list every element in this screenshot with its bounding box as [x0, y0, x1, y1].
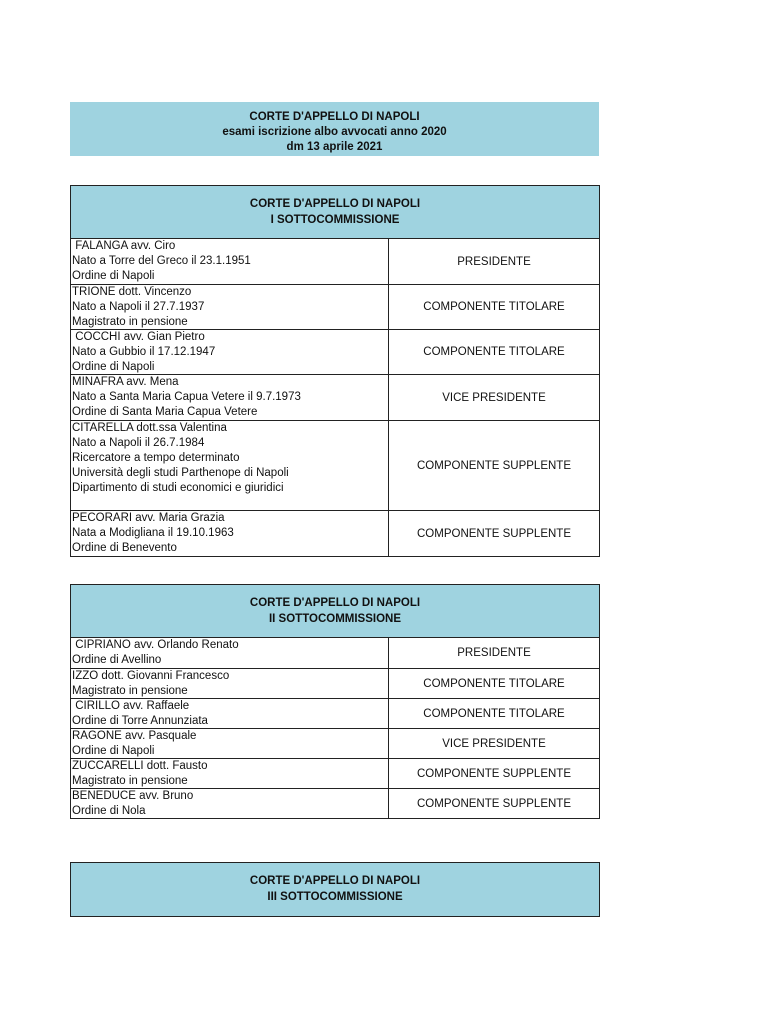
member-detail-line: Ordine di Napoli: [72, 270, 155, 282]
member-detail-line: Nato a Santa Maria Capua Vetere il 9.7.1973: [72, 391, 301, 403]
member-role: VICE PRESIDENTE: [442, 391, 546, 404]
section-subcommission-title: II SOTTOCOMMISSIONE: [268, 613, 402, 625]
member-name: IZZO dott. Giovanni Francesco: [72, 670, 230, 682]
member-row: [71, 374, 599, 420]
member-detail-line: Ordine di Nola: [72, 805, 146, 817]
member-role: COMPONENTE SUPPLENTE: [417, 797, 571, 810]
member-details: [71, 285, 389, 329]
header-decree: dm 13 aprile 2021: [286, 141, 383, 153]
member-name: FALANGA avv. Ciro: [72, 240, 176, 252]
member-role: COMPONENTE TITOLARE: [423, 346, 565, 358]
member-name: MINAFRA avv. Mena: [72, 376, 179, 388]
member-detail-line: Ricercatore a tempo determinato: [72, 452, 240, 464]
member-detail-line: Magistrato in pensione: [72, 316, 188, 328]
member-detail-line: Nato a Torre del Greco il 23.1.1951: [72, 255, 251, 267]
subcommission-header: [71, 186, 599, 239]
member-row: [71, 788, 599, 818]
member-role: COMPONENTE TITOLARE: [423, 301, 565, 313]
section-court-title: CORTE D'APPELLO DI NAPOLI: [249, 875, 421, 887]
member-details: [71, 669, 389, 698]
member-detail-line: Ordine di Torre Annunziata: [72, 715, 208, 727]
member-row: [71, 329, 599, 374]
member-name: RAGONE avv. Pasquale: [72, 730, 197, 742]
member-details: [71, 511, 389, 556]
subcommission-section: [70, 862, 600, 917]
member-details: [71, 375, 389, 420]
member-row: [71, 728, 599, 758]
member-detail-line: Ordine di Avellino: [72, 654, 162, 666]
member-name: COCCHI avv. Gian Pietro: [72, 331, 205, 343]
header-court: CORTE D'APPELLO DI NAPOLI: [249, 111, 420, 123]
member-role: VICE PRESIDENTE: [442, 737, 546, 750]
member-detail-line: Ordine di Napoli: [72, 745, 155, 757]
member-details: [71, 699, 389, 728]
member-role: COMPONENTE SUPPLENTE: [417, 459, 571, 472]
member-detail-line: Dipartimento di studi economici e giuridici: [72, 482, 284, 494]
member-row: [71, 638, 599, 668]
section-court-title: CORTE D'APPELLO DI NAPOLI: [249, 198, 421, 210]
member-row: [71, 698, 599, 728]
member-details: [71, 729, 389, 758]
member-detail-line: Nato a Napoli il 27.7.1937: [72, 301, 205, 313]
member-role: COMPONENTE TITOLARE: [423, 707, 565, 720]
member-detail-line: Magistrato in pensione: [72, 775, 188, 787]
member-row: [71, 758, 599, 788]
member-name: TRIONE dott. Vincenzo: [72, 286, 192, 298]
member-details: [71, 759, 389, 788]
member-detail-line: Ordine di Napoli: [72, 361, 155, 373]
section-subcommission-title: III SOTTOCOMMISSIONE: [267, 891, 403, 903]
member-row: [71, 420, 599, 510]
member-detail-line: Magistrato in pensione: [72, 685, 188, 697]
member-details: [71, 638, 389, 668]
member-details: [71, 239, 389, 284]
member-row: [71, 668, 599, 698]
member-name: PECORARI avv. Maria Grazia: [72, 512, 225, 524]
member-detail-line: Nato a Gubbio il 17.12.1947: [72, 346, 216, 358]
subcommission-section: [70, 185, 600, 557]
subcommission-header: [71, 585, 599, 638]
member-name: CIRILLO avv. Raffaele: [72, 700, 190, 712]
section-court-title: CORTE D'APPELLO DI NAPOLI: [249, 597, 421, 609]
member-role: PRESIDENTE: [457, 647, 531, 659]
section-subcommission-title: I SOTTOCOMMISSIONE: [270, 214, 400, 226]
member-detail-line: Ordine di Benevento: [72, 542, 177, 554]
member-row: [71, 510, 599, 556]
member-role: COMPONENTE SUPPLENTE: [417, 527, 571, 540]
member-detail-line: Università degli studi Parthenope di Napoli: [72, 467, 289, 479]
member-role: COMPONENTE SUPPLENTE: [417, 767, 571, 780]
member-name: CIPRIANO avv. Orlando Renato: [72, 639, 239, 651]
member-name: BENEDUCE avv. Bruno: [72, 790, 194, 802]
member-detail-line: Nato a Napoli il 26.7.1984: [72, 437, 205, 449]
member-detail-line: Nata a Modigliana il 19.10.1963: [72, 527, 234, 539]
member-details: [71, 421, 389, 510]
member-details: [71, 789, 389, 818]
member-name: CITARELLA dott.ssa Valentina: [72, 422, 227, 434]
member-detail-line: Ordine di Santa Maria Capua Vetere: [72, 406, 258, 418]
member-role: PRESIDENTE: [457, 255, 531, 268]
member-row: [71, 284, 599, 329]
member-role: COMPONENTE TITOLARE: [423, 677, 565, 690]
header-exam: esami iscrizione albo avvocati anno 2020: [222, 126, 447, 138]
document-header: [70, 102, 599, 156]
subcommission-header: [71, 863, 599, 916]
member-details: [71, 330, 389, 374]
subcommission-section: [70, 584, 600, 819]
member-name: ZUCCARELLI dott. Fausto: [72, 760, 208, 772]
member-row: [71, 239, 599, 284]
